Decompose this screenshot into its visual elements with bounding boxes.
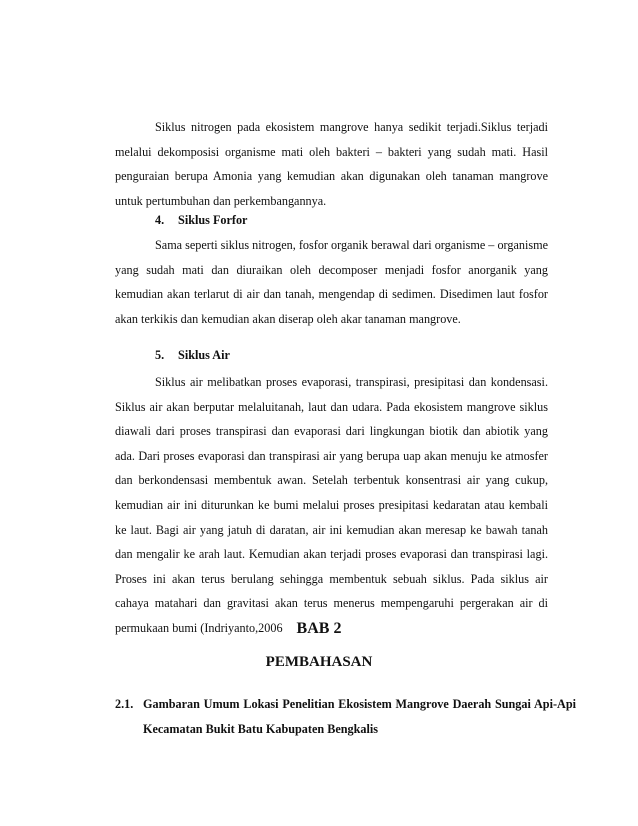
- heading-siklus-air: [155, 345, 230, 365]
- section-title: Gambaran Umum Lokasi Penelitian Ekosistem Mangrove Daerah Sungai Api-Api Kecamatan Bukit Batu Kabupaten Bengkalis: [143, 697, 576, 736]
- chapter-title: PEMBAHASAN: [265, 654, 373, 670]
- heading-title: Siklus Air: [178, 348, 230, 362]
- heading-number: 5.: [155, 348, 165, 362]
- section-heading: [115, 692, 576, 742]
- paragraph-siklus-forfor: Sama seperti siklus nitrogen, fosfor organik berawal dari organisme – organisme yang sudah mati dan diuraikan oleh decomposer menjadi fosfor anorganik yang kemudian akan terlarut di air dan tanah, mengendap di sedimen. Disedimen laut fosfor akan terkikis dan kemudian akan diserap oleh akar tanaman mangrove.: [115, 238, 548, 326]
- paragraph-siklus-air: Siklus air melibatkan proses evaporasi, transpirasi, presipitasi dan kondensasi. Siklus air akan berputar melaluitanah, laut dan udara. Pada ekosistem mangrove siklus diawali dari proses transpirasi dan evaporasi dari lingkungan biotik dan abiotik yang ada. Dari proses evaporasi dan transpirasi air yang berupa uap akan menuju ke atmosfer dan berkondensasi membentuk awan. Setelah terbentuk konsentrasi air yang cukup, kemudian air ini diturunkan ke bumi melalui proses presipitasi kedaratan atau kembali ke laut. Bagi air yang jatuh di daratan, air ini kemudian akan meresap ke bawah tanah dan mengalir ke arah laut. Kemudian akan terjadi proses evaporasi dan transpirasi lagi. Proses ini akan terus berulang sehingga membentuk sebuah siklus. Pada siklus air cahaya matahari dan gravitasi akan terus menerus mempengaruhi pergerakan air di permukaan bumi (Indriyanto,2006: [115, 375, 548, 635]
- chapter-number: BAB 2: [296, 620, 342, 637]
- heading-siklus-forfor: [155, 210, 247, 230]
- heading-title: Siklus Forfor: [178, 213, 248, 227]
- section-number: 2.1.: [115, 697, 134, 711]
- paragraph-siklus-nitrogen: Siklus nitrogen pada ekosistem mangrove hanya sedikit terjadi.Siklus terjadi melalui dekomposisi organisme mati oleh bakteri – bakteri yang sudah mati. Hasil penguraian berupa Amonia yang kemudian akan digunakan oleh tanaman mangrove untuk pertumbuhan dan perkembangannya.: [115, 120, 548, 208]
- heading-number: 4.: [155, 213, 165, 227]
